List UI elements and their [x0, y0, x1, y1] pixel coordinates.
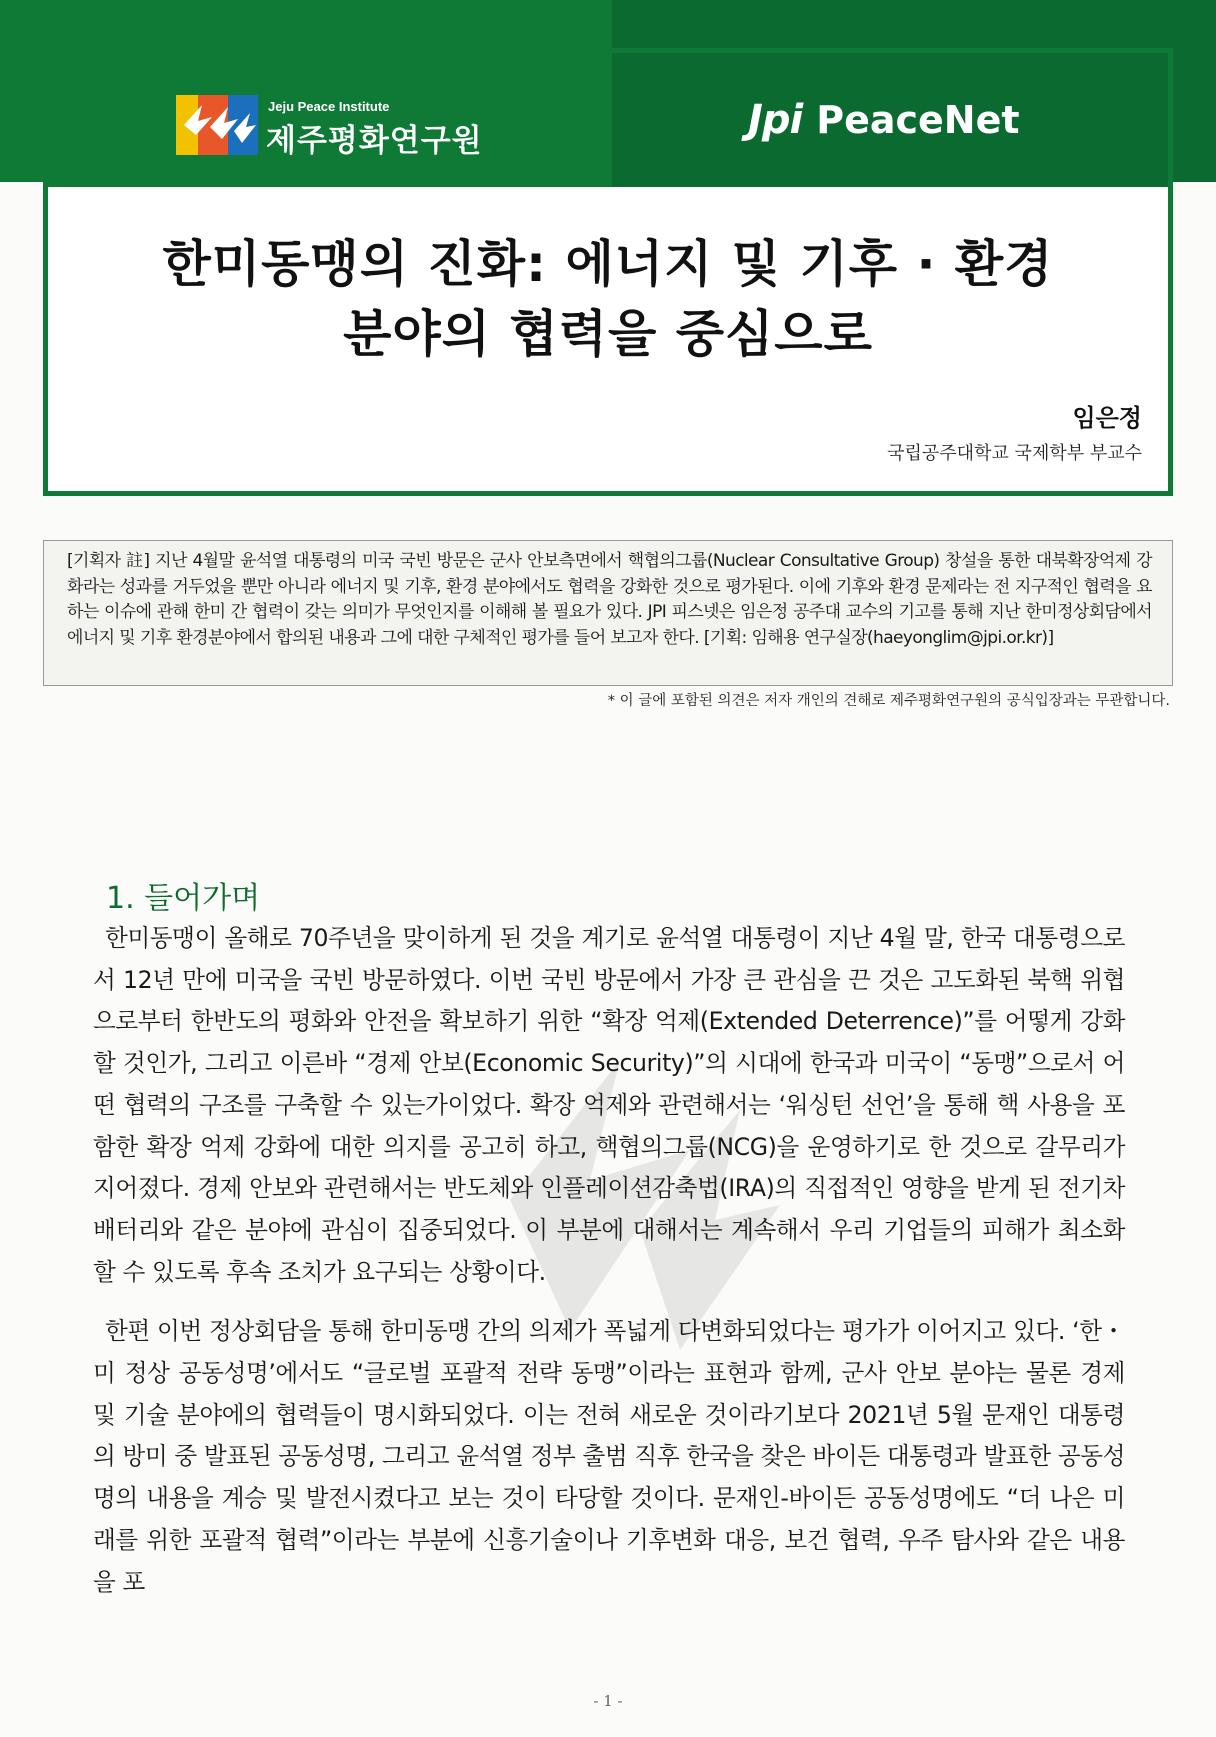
jpi-wordmark: Jpi [748, 97, 803, 143]
page-number: - 1 - [593, 1692, 623, 1710]
logo-korean-name: 제주평화연구원 [266, 123, 483, 159]
peacenet-logo [748, 97, 1020, 147]
peacenet-wordmark: PeaceNet [816, 98, 1020, 142]
title-line-1: 한미동맹의 진화: 에너지 및 기후 · 환경 [162, 235, 1054, 293]
body-text [93, 918, 1125, 1603]
frame-header [48, 53, 1168, 187]
author-name: 임은정 [1072, 404, 1142, 432]
paragraph: 한미동맹이 올해로 70주년을 맞이하게 된 것을 계기로 윤석열 대통령이 지난 4월 말, 한국 대통령으로서 12년 만에 미국을 국빈 방문하였다. 이번 국빈 방문에서 가장 큰 관심을 끈 것은 고도화된 북핵 위협으로부터 한반도의 평화와 안전을 확보하기 위한 “확장 억제(Extended Deterrence)”를 어떻게 강화할 것인가, 그리고 이른바 “경제 안보(Economic Security)”의 시대에 한국과 미국이 “동맹”으로서 어떤 협력의 구조를 구축할 수 있는가이었다. 확장 억제와 관련해서는 ‘워싱턴 선언’을 통해 핵 사용을 포함한 확장 억제 강화에 대한 의지를 공고히 하고, 핵협의그룹(NCG)을 운영하기로 한 것으로 갈무리가 지어졌다. 경제 안보와 관련해서는 반도체와 인플레이션감축법(IRA)의 직접적인 영향을 받게 된 전기차 배터리와 같은 분야에 관심이 집중되었다. 이 부분에 대해서는 계속해서 우리 기업들의 피해가 최소화할 수 있도록 후속 조치가 요구되는 상황이다. [93, 924, 1125, 1286]
disclaimer: * 이 글에 포함된 의견은 저자 개인의 견해로 제주평화연구원의 공식입장과는 무관합니다. [607, 693, 1170, 709]
paragraph: 한편 이번 정상회담을 통해 한미동맹 간의 의제가 폭넓게 다변화되었다는 평가가 이어지고 있다. ‘한・미 정상 공동성명’에서도 “글로벌 포괄적 전략 동맹”이라는 표현과 함께, 군사 안보 분야는 물론 경제 및 기술 분야에의 협력들이 명시화되었다. 이는 전혀 새로운 것이라기보다 2021년 5월 문재인 대통령의 방미 중 발표된 공동성명, 그리고 윤석열 정부 출범 직후 한국을 찾은 바이든 대통령과 발표한 공동성명의 내용을 계승 및 발전시켰다고 보는 것이 타당할 것이다. 문재인-바이든 공동성명에도 “더 나은 미래를 위한 포괄적 협력”이라는 부분에 신흥기술이나 기후변화 대응, 보건 협력, 우주 탐사와 같은 내용을 포 [93, 1317, 1125, 1596]
author-affiliation: 국립공주대학교 국제학부 부교수 [887, 443, 1142, 464]
editor-note: [기획자 註] 지난 4월말 윤석열 대통령의 미국 국빈 방문은 군사 안보측면에서 핵협의그룹(Nuclear Consultative Group) 창설을 통한 대북확장억제 강화라는 성과를 거두었을 뿐만 아니라 에너지 및 기후, 환경 분야에서도 협력을 강화한 것으로 평가된다. 이에 기후와 환경 문제라는 전 지구적인 협력을 요하는 이슈에 관해 한미 간 협력이 갖는 의미가 무엇인지를 이해해 볼 필요가 있다. JPI 피스넷은 임은정 공주대 교수의 기고를 통해 지난 한미정상회담에서 에너지 및 기후 환경분야에서 합의된 내용과 그에 대한 구체적인 평가를 들어 보고자 한다. [기획: 임해용 연구실장(haeyonglim@jpi.or.kr)] [43, 540, 1173, 686]
logo-english-name: Jeju Peace Institute [268, 99, 390, 114]
jeju-dove-logo-icon [176, 95, 258, 155]
title-frame [43, 48, 1173, 496]
section-heading: 1. 들어가며 [106, 880, 261, 916]
title-line-2: 분야의 협력을 중심으로 [343, 305, 873, 363]
page-title [48, 229, 1168, 369]
